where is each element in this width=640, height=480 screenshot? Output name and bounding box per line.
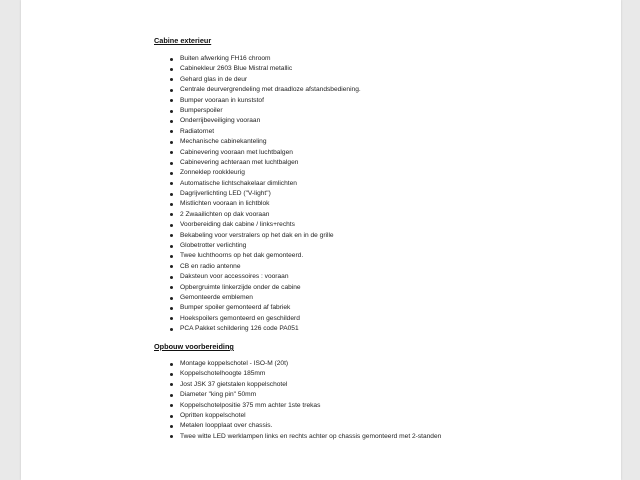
bullet-icon — [170, 394, 173, 397]
bullet-icon — [170, 78, 173, 81]
list-item-text: Zonneklep rookkleurig — [180, 169, 245, 177]
list-item — [21, 272, 361, 282]
list-item — [21, 293, 361, 303]
list-item — [21, 137, 361, 147]
list-item-text: Cabinekleur 2603 Blue Mistral metallic — [180, 65, 293, 73]
list-item — [21, 432, 441, 442]
list-item — [21, 251, 361, 261]
list-item — [21, 380, 441, 390]
cabine-exterieur-list — [21, 54, 361, 335]
bullet-icon — [170, 276, 173, 279]
list-item — [21, 158, 361, 168]
bullet-icon — [170, 234, 173, 237]
bullet-icon — [170, 307, 173, 310]
list-item — [21, 231, 361, 241]
bullet-icon — [170, 297, 173, 300]
bullet-icon — [170, 68, 173, 71]
list-item-text: Onderrijbeveiliging vooraan — [180, 117, 261, 125]
bullet-icon — [170, 58, 173, 61]
list-item — [21, 303, 361, 313]
document-page — [21, 0, 621, 480]
list-item-text: Automatische lichtschakelaar dimlichten — [180, 179, 297, 187]
section-title-opbouw-voorbereiding: Opbouw voorbereiding — [154, 342, 234, 351]
list-item-text: Bekabeling voor verstralers op het dak en in de grille — [180, 231, 334, 239]
list-item — [21, 314, 361, 324]
list-item-text: Jost JSK 37 gietstalen koppelschotel — [180, 380, 288, 388]
list-item — [21, 64, 361, 74]
list-item — [21, 359, 441, 369]
bullet-icon — [170, 435, 173, 438]
list-item-text: Hoekspoilers gemonteerd en geschilderd — [180, 314, 300, 322]
list-item-text: Montage koppelschotel - ISO-M (20t) — [180, 360, 289, 367]
list-item-text: Gehard glas in de deur — [180, 75, 248, 83]
bullet-icon — [170, 110, 173, 113]
list-item — [21, 241, 361, 251]
list-item-text: Voorbereiding dak cabine / links+rechts — [180, 221, 295, 229]
list-item — [21, 421, 441, 431]
bullet-icon — [170, 415, 173, 418]
list-item-text: Twee luchthoorns op het dak gemonteerd. — [180, 252, 304, 260]
list-item-text: Opritten koppelschotel — [180, 411, 246, 419]
list-item-text: Centrale deurvergrendeling met draadloze afstandsbediening. — [180, 86, 361, 94]
list-item-text: Bumperspoiler — [180, 106, 223, 114]
list-item — [21, 390, 441, 400]
list-item — [21, 106, 361, 116]
bullet-icon — [170, 404, 173, 407]
list-item — [21, 127, 361, 137]
list-item — [21, 148, 361, 158]
list-item-text: PCA Pakket schildering 126 code PA051 — [180, 325, 299, 333]
list-item-text: Metalen loopplaat over chassis. — [180, 422, 273, 430]
list-item-text: Opbergruimte linkerzijde onder de cabine — [180, 283, 301, 291]
list-item — [21, 179, 361, 189]
list-item-text: Radiatornet — [180, 127, 215, 135]
list-item-text: Koppelschotelhoogte 185mm — [180, 370, 266, 378]
list-item — [21, 220, 361, 230]
bullet-icon — [170, 373, 173, 376]
list-item-text: CB en radio antenne — [180, 262, 241, 270]
bullet-icon — [170, 363, 173, 366]
list-item-text: Buiten afwerking FH16 chroom — [180, 55, 271, 62]
list-item-text: Globetrotter verlichting — [180, 242, 247, 250]
bullet-icon — [170, 151, 173, 154]
bullet-icon — [170, 120, 173, 123]
list-item — [21, 168, 361, 178]
bullet-icon — [170, 265, 173, 268]
list-item-text: 2 Zwaailichten op dak vooraan — [180, 210, 270, 218]
list-item — [21, 369, 441, 379]
list-item — [21, 54, 361, 64]
bullet-icon — [170, 286, 173, 289]
list-item — [21, 199, 361, 209]
list-item-text: Diameter "king pin" 50mm — [180, 391, 257, 399]
bullet-icon — [170, 213, 173, 216]
bullet-icon — [170, 425, 173, 428]
bullet-icon — [170, 182, 173, 185]
list-item-text: Mechanische cabinekanteling — [180, 138, 267, 146]
list-item-text: Cabinevering achteraan met luchtbalgen — [180, 158, 299, 166]
bullet-icon — [170, 255, 173, 258]
bullet-icon — [170, 245, 173, 248]
bullet-icon — [170, 328, 173, 331]
list-item — [21, 401, 441, 411]
bullet-icon — [170, 130, 173, 133]
bullet-icon — [170, 89, 173, 92]
list-item-text: Koppelschotelpositie 375 mm achter 1ste trekas — [180, 401, 321, 409]
bullet-icon — [170, 162, 173, 165]
bullet-icon — [170, 317, 173, 320]
list-item — [21, 210, 361, 220]
bullet-icon — [170, 224, 173, 227]
list-item — [21, 85, 361, 95]
bullet-icon — [170, 141, 173, 144]
bullet-icon — [170, 383, 173, 386]
list-item — [21, 96, 361, 106]
list-item-text: Twee witte LED werklampen links en rechts achter op chassis gemonteerd met 2-standen — [180, 432, 442, 440]
list-item-text: Cabinevering vooraan met luchtbalgen — [180, 148, 293, 156]
opbouw-voorbereiding-list — [21, 359, 441, 442]
list-item-text: Bumper vooraan in kunststof — [180, 96, 264, 104]
bullet-icon — [170, 193, 173, 196]
list-item — [21, 411, 441, 421]
list-item — [21, 283, 361, 293]
list-item-text: Daksteun voor accessoires : vooraan — [180, 273, 289, 281]
list-item — [21, 75, 361, 85]
list-item — [21, 116, 361, 126]
bullet-icon — [170, 99, 173, 102]
list-item — [21, 189, 361, 199]
list-item-text: Bumper spoiler gemonteerd af fabriek — [180, 304, 291, 312]
list-item-text: Dagrijverlichting LED ("V-light") — [180, 190, 271, 198]
list-item — [21, 324, 361, 334]
bullet-icon — [170, 203, 173, 206]
list-item-text: Gemonteerde emblemen — [180, 293, 253, 301]
bullet-icon — [170, 172, 173, 175]
list-item-text: Mistlichten vooraan in lichtblok — [180, 200, 270, 208]
list-item — [21, 262, 361, 272]
section-title-cabine-exterieur: Cabine exterieur — [154, 36, 212, 45]
